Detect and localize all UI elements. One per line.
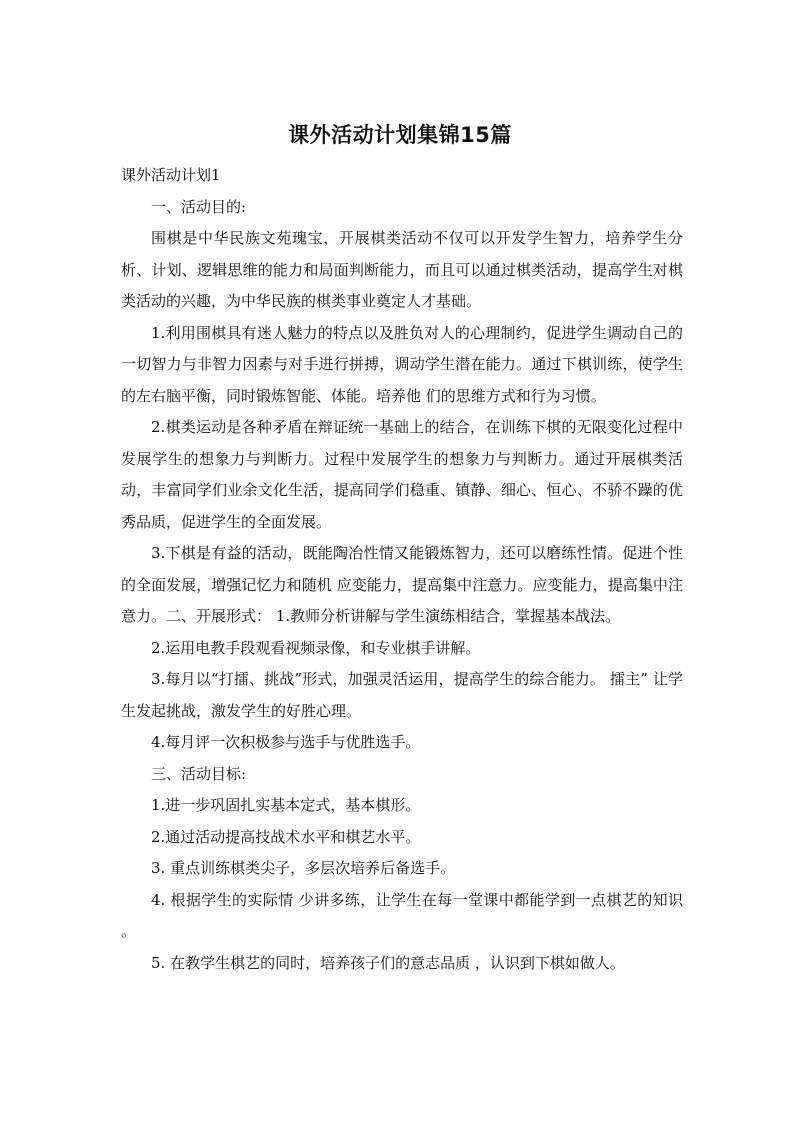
paragraph-goals-heading: 三、活动目标: [151, 764, 247, 783]
paragraph-purpose-2: 2.棋类运动是各种矛盾在辩证统一基础上的结合，在训练下棋的无限变化过程中发展学生的想象力与判断力。过程中发展学生的想象力与判断力。通过开展棋类活动，丰富同学们业余文化生活，提高同学们稳重、镇静、细心、恒心、不骄不躁的优秀品质，促进学生的全面发展。 [121, 418, 683, 531]
paragraph-purpose-1: 1.利用围棋具有迷人魅力的特点以及胜负对人的心理制约，促进学生调动自己的一切智力与非智力因素与对手进行拼搏，调动学生潜在能力。通过下棋训练，使学生的左右脑平衡，同时锻炼智能、体能。培养他 们的思维方式和行为习惯。 [121, 323, 683, 405]
paragraph-form-3: 3.每月以“打擂、挑战”形式，加强灵活运用，提高学生的综合能力。 擂主” 让学生发起挑战，激发学生的好胜心理。 [121, 670, 683, 720]
paragraph-goal-3: 3. 重点训练棋类尖子，多层次培养后备选手。 [151, 859, 456, 877]
document-body [121, 160, 683, 979]
document-title: 课外活动计划集锦15篇 [288, 123, 512, 147]
section-heading: 课外活动计划1 [121, 166, 221, 184]
paragraph-purpose-3: 3.下棋是有益的活动，既能陶冶性情又能锻炼智力，还可以磨练性情。促进个性的全面发展，增强记忆力和随机 应变能力，提高集中注意力。应变能力，提高集中注意力。二、开展形式： 1.教师分析讲解与学生演练相结合，掌握基本战法。 [121, 544, 683, 625]
paragraph-goal-5: 5. 在教学生棋艺的同时，培养孩子们的意志品质 ，认识到下棋如做人。 [151, 953, 625, 972]
paragraph-activity-purpose-heading: 一、活动目的: [151, 197, 247, 216]
paragraph-goal-2: 2.通过活动提高技战术水平和棋艺水平。 [151, 827, 421, 846]
paragraph-form-4: 4.每月评一次积极参与选手与优胜选手。 [151, 733, 421, 751]
paragraph-goal-1: 1.进一步巩固扎实基本定式，基本棋形。 [151, 796, 421, 814]
paragraph-go-intro: 围棋是中华民族文苑瑰宝，开展棋类活动不仅可以开发学生智力，培养学生分析、计划、逻辑思维的能力和局面判断能力，而且可以通过棋类活动，提高学生对棋类活动的兴趣，为中华民族的棋类事业奠定人才基础。 [121, 229, 683, 310]
paragraph-goal-4: 4. 根据学生的实际情 少讲多练，让学生在每一堂课中都能学到一点棋艺的知识 。 [121, 890, 683, 940]
paragraph-form-2: 2.运用电教手段观看视频录像，和专业棋手讲解。 [151, 638, 481, 657]
